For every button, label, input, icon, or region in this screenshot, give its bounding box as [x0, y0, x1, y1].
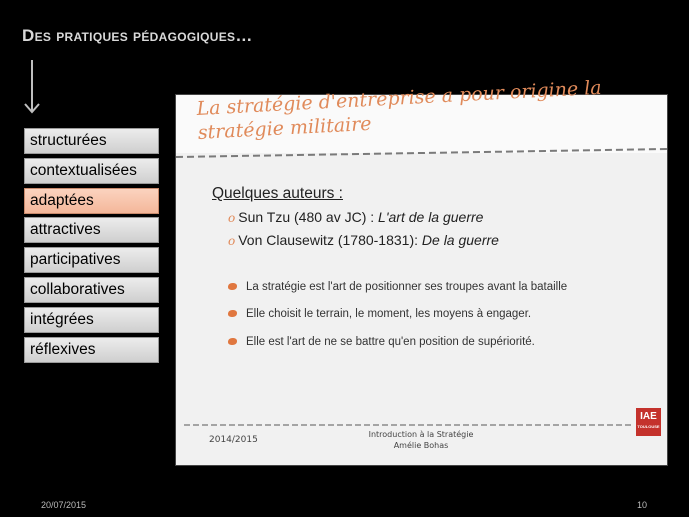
embedded-title-line1: La stratégie d'entreprise a pour origine la [196, 76, 603, 120]
down-arrow-icon [22, 60, 42, 116]
bullet-icon [228, 310, 237, 317]
author-sun-tzu: o Sun Tzu (480 av JC) : L'art de la guerre [228, 209, 484, 225]
list-item-structurees: structurées [24, 128, 159, 154]
list-item-collaboratives: collaboratives [24, 277, 159, 303]
list-item-participatives: participatives [24, 247, 159, 273]
strategy-point-2: Elle choisit le terrain, le moment, les moyens à engager. [228, 308, 531, 320]
slide-footer: Introduction à la Stratégie Amélie Bohas [368, 430, 474, 450]
list-item-adaptees: adaptées [24, 188, 159, 214]
author-work: L'art de la guerre [378, 209, 484, 225]
author-bullet-icon: o [228, 211, 236, 225]
bullet-icon [228, 338, 237, 345]
footer-date: 20/07/2015 [41, 500, 87, 510]
author-bullet-icon: o [228, 234, 236, 248]
bullet-icon [228, 283, 237, 290]
list-item-attractives: attractives [24, 217, 159, 243]
author-clausewitz: o Von Clausewitz (1780-1831): De la guerre [228, 232, 499, 248]
list-item-contextualisees: contextualisées [24, 158, 159, 184]
practice-list [24, 128, 159, 366]
embedded-slide [176, 76, 667, 465]
slide-title: Des pratiques pédagogiques… [22, 26, 253, 45]
slide-year: 2014/2015 [209, 435, 258, 445]
strategy-point-1: La stratégie est l'art de positionner ses troupes avant la bataille [228, 281, 567, 293]
footer-dashed-line [176, 423, 667, 427]
list-item-reflexives: réflexives [24, 337, 159, 363]
list-item-integrees: intégrées [24, 307, 159, 333]
iae-logo: IAE TOULOUSE [636, 408, 661, 436]
page-number: 10 [637, 500, 648, 510]
author-work: De la guerre [421, 232, 499, 248]
strategy-point-3: Elle est l'art de ne se battre qu'en position de supériorité. [228, 336, 535, 348]
authors-heading: Quelques auteurs : [212, 185, 343, 202]
dashed-divider [176, 147, 667, 159]
embedded-title-line2: stratégie militaire [197, 112, 373, 144]
